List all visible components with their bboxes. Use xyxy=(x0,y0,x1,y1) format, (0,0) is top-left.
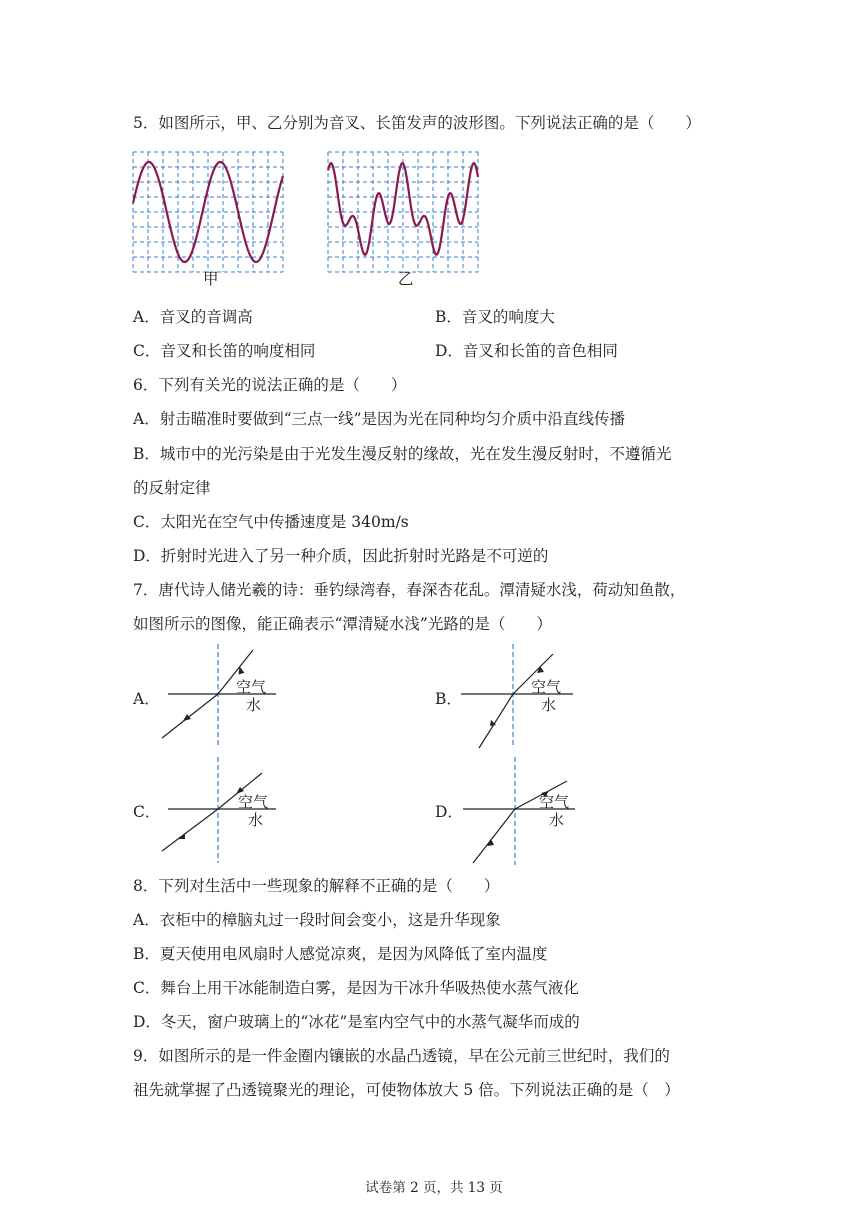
ray-arrow-icon xyxy=(237,666,244,675)
q7-stem-line1: 7．唐代诗人储光羲的诗：垂钓绿湾春，春深杏花乱。潭清疑水浅，荷动知鱼散， xyxy=(133,581,686,599)
q7-option-d-diagram[interactable] xyxy=(455,755,580,867)
ray-in xyxy=(479,694,513,748)
q8-option-b[interactable]: B．夏天使用电风扇时人感觉凉爽，是因为风降低了室内温度 xyxy=(133,945,548,963)
q8-stem: 8．下列对生活中一些现象的解释不正确的是（ ） xyxy=(133,877,500,895)
waveform-figure-b xyxy=(323,148,488,273)
air-label: 空气 xyxy=(531,678,562,696)
air-label: 空气 xyxy=(236,678,267,696)
q7-option-b-diagram[interactable] xyxy=(455,640,575,750)
water-label: 水 xyxy=(541,696,557,714)
q9-stem-line1: 9．如图所示的是一件金圈内镶嵌的水晶凸透镜，早在公元前三世纪时，我们的 xyxy=(133,1047,670,1065)
q5-option-d[interactable]: D．音叉和长笛的音色相同 xyxy=(435,342,618,360)
q6-stem: 6．下列有关光的说法正确的是（ ） xyxy=(133,376,407,394)
water-label: 水 xyxy=(248,811,264,829)
q8-option-d[interactable]: D．冬天，窗户玻璃上的“冰花”是室内空气中的水蒸气凝华而成的 xyxy=(133,1013,580,1031)
q6-option-b[interactable]: B．城市中的光污染是由于光发生漫反射的缘故，光在发生漫反射时，不遵循光 xyxy=(133,445,672,463)
q7-option-b-label[interactable]: B． xyxy=(435,690,462,708)
q7-stem-line2: 如图所示的图像，能正确表示“潭清疑水浅”光路的是（ ） xyxy=(133,615,552,633)
q7-option-a-diagram[interactable] xyxy=(158,640,278,750)
page-footer: 试卷第 2 页，共 13 页 xyxy=(365,1180,503,1196)
ray-out xyxy=(162,809,218,851)
waveform-figure-a xyxy=(128,148,293,273)
q7-option-a-label[interactable]: A． xyxy=(133,690,160,708)
q7-option-c-diagram[interactable] xyxy=(158,755,278,865)
water-label: 水 xyxy=(549,811,565,829)
water-label: 水 xyxy=(246,696,262,714)
q5-figure-label-b: 乙 xyxy=(398,270,414,288)
q8-option-a[interactable]: A．衣柜中的樟脑丸过一段时间会变小，这是升华现象 xyxy=(133,911,501,929)
q5-stem: 5．如图所示，甲、乙分别为音叉、长笛发声的波形图。下列说法正确的是（ ） xyxy=(133,114,701,132)
q6-option-c[interactable]: C．太阳光在空气中传播速度是 340m/s xyxy=(133,513,409,531)
q5-figure-label-a: 甲 xyxy=(203,270,219,288)
ray-arrow-icon xyxy=(183,714,191,721)
q7-option-c-label[interactable]: C． xyxy=(133,803,161,821)
q6-option-a[interactable]: A．射击瞄准时要做到“三点一线”是因为光在同种均匀介质中沿直线传播 xyxy=(133,410,626,428)
ray-in xyxy=(162,694,218,738)
q9-stem-line2: 祖先就掌握了凸透镜聚光的理论，可使物体放大 5 倍。下列说法正确的是（ ） xyxy=(133,1081,680,1099)
q5-option-b[interactable]: B．音叉的响度大 xyxy=(435,308,555,326)
q5-option-c[interactable]: C．音叉和长笛的响度相同 xyxy=(133,342,316,360)
q7-option-d-label[interactable]: D． xyxy=(435,803,463,821)
ray-out xyxy=(473,809,515,863)
air-label: 空气 xyxy=(539,793,570,811)
q8-option-c[interactable]: C．舞台上用干冰能制造白雾，是因为干冰升华吸热使水蒸气液化 xyxy=(133,979,579,997)
ray-arrow-icon xyxy=(487,839,494,846)
q6-option-b-continued: 的反射定律 xyxy=(133,479,211,497)
q6-option-d[interactable]: D．折射时光进入了另一种介质，因此折射时光路是不可逆的 xyxy=(133,547,549,565)
q5-option-a[interactable]: A．音叉的音调高 xyxy=(133,308,253,326)
air-label: 空气 xyxy=(238,793,269,811)
